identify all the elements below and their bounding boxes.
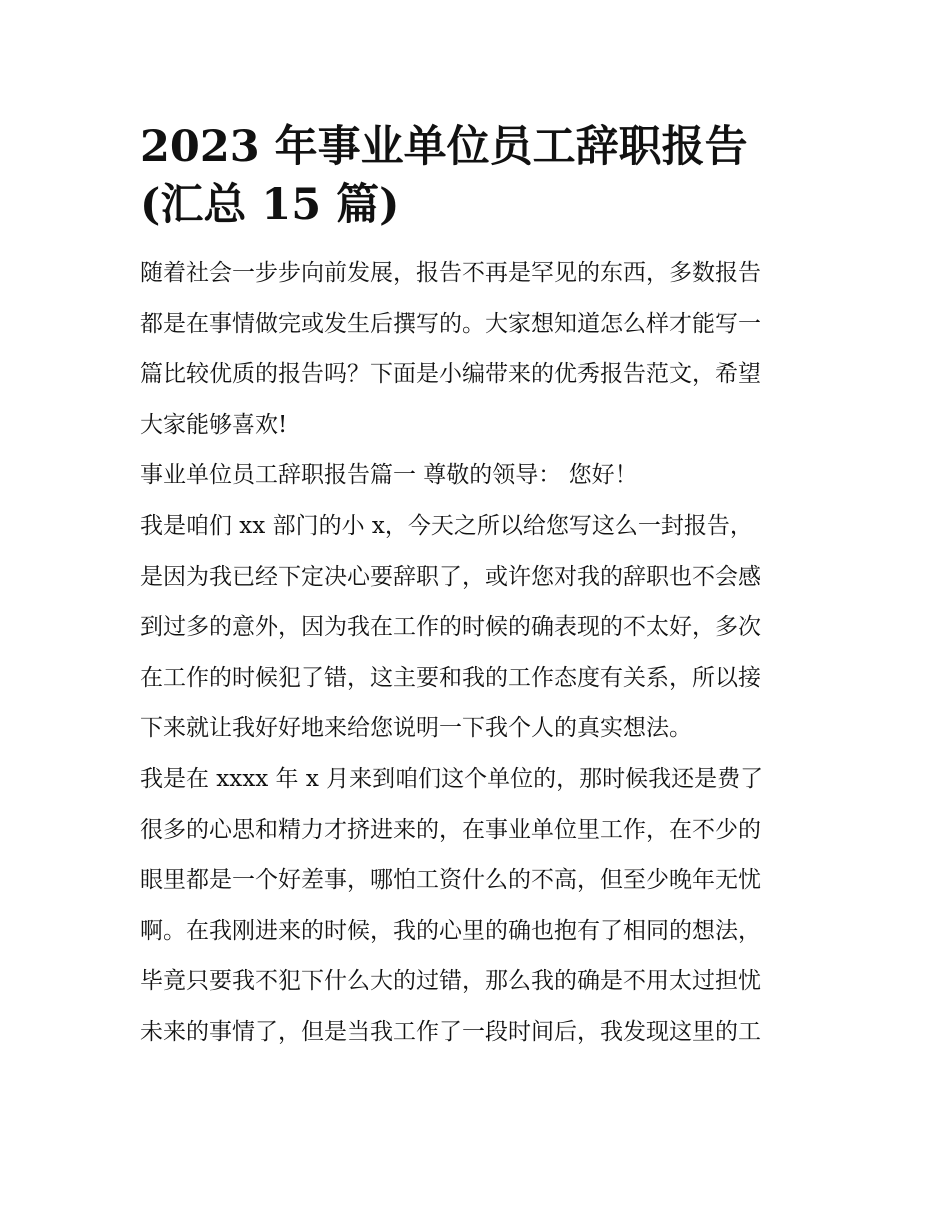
title-line-2: (汇总 15 篇) (140, 180, 400, 230)
text-line: 毕竟只要我不犯下什么大的过错，那么我的确是不用太过担忧 (140, 968, 761, 995)
text-line: 是因为我已经下定决心要辞职了，或许您对我的辞职也不会感 (140, 563, 761, 590)
text-line: 事业单位员工辞职报告篇一 尊敬的领导： 您好！ (140, 462, 638, 489)
text-line: 篇比较优质的报告吗？下面是小编带来的优秀报告范文，希望 (140, 361, 761, 388)
text-line: 下来就让我好好地来给您说明一下我个人的真实想法。 (140, 715, 692, 742)
text-line: 都是在事情做完或发生后撰写的。大家想知道怎么样才能写一 (140, 310, 761, 337)
intro-paragraph (140, 248, 820, 450)
body-paragraph-1 (140, 501, 820, 754)
text-line: 啊。在我刚进来的时候，我的心里的确也抱有了相同的想法， (140, 917, 761, 944)
text-line: 到过多的意外，因为我在工作的时候的确表现的不太好，多次 (140, 614, 761, 641)
document-title (140, 118, 820, 234)
text-line: 大家能够喜欢! (140, 411, 288, 438)
text-line: 未来的事情了，但是当我工作了一段时间后，我发现这里的工 (140, 1018, 761, 1045)
text-line: 我是在 xxxx 年 x 月来到咱们这个单位的，那时候我还是费了 (140, 765, 764, 792)
text-line: 眼里都是一个好差事，哪怕工资什么的不高，但至少晚年无忧 (140, 867, 761, 894)
text-line: 我是咱们 xx 部门的小 x，今天之所以给您写这么一封报告， (140, 512, 753, 539)
document-page (140, 118, 820, 1058)
section-heading-paragraph (140, 450, 820, 501)
text-line: 很多的心思和精力才挤进来的，在事业单位里工作，在不少的 (140, 816, 761, 843)
text-line: 在工作的时候犯了错，这主要和我的工作态度有关系，所以接 (140, 664, 761, 691)
body-paragraph-2 (140, 754, 820, 1058)
title-line-1: 2023 年事业单位员工辞职报告 (140, 122, 748, 172)
text-line: 随着社会一步步向前发展，报告不再是罕见的东西，多数报告 (140, 260, 761, 286)
